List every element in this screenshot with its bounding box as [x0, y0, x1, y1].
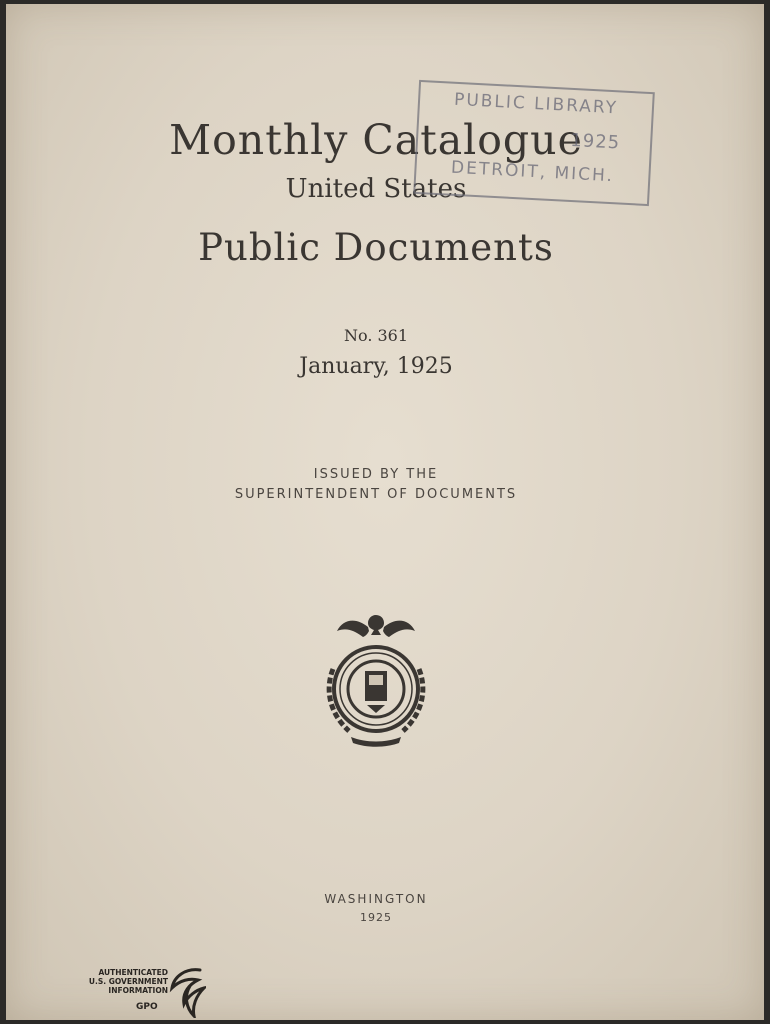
stamp-line-year: 1925: [569, 129, 621, 154]
issue-number: No. 361: [343, 326, 409, 345]
stamp-line-city: DETROIT, MICH.: [450, 157, 615, 187]
eagle-swoosh-icon: [166, 966, 206, 1018]
document-page: [6, 4, 764, 1020]
superintendent-line: SUPERINTENDENT OF DOCUMENTS: [234, 487, 518, 502]
title-monthly-catalogue: Monthly Catalogue: [169, 116, 583, 164]
issued-by-line: ISSUED BY THE: [313, 467, 439, 482]
stamp-line-library: PUBLIC LIBRARY: [453, 89, 619, 119]
place-of-publication: WASHINGTON: [324, 892, 428, 906]
government-seal-icon: [311, 609, 441, 749]
title-united-states: United States: [285, 174, 467, 204]
publication-year: 1925: [360, 911, 392, 924]
library-stamp: [413, 80, 655, 206]
gpo-logo-label: GPO: [136, 1002, 158, 1012]
title-public-documents: Public Documents: [198, 226, 554, 269]
issue-date: January, 1925: [299, 354, 453, 379]
gpo-authenticated-logo: [70, 964, 210, 1020]
gpo-logo-text: AUTHENTICATED U.S. GOVERNMENT INFORMATION: [88, 968, 168, 995]
